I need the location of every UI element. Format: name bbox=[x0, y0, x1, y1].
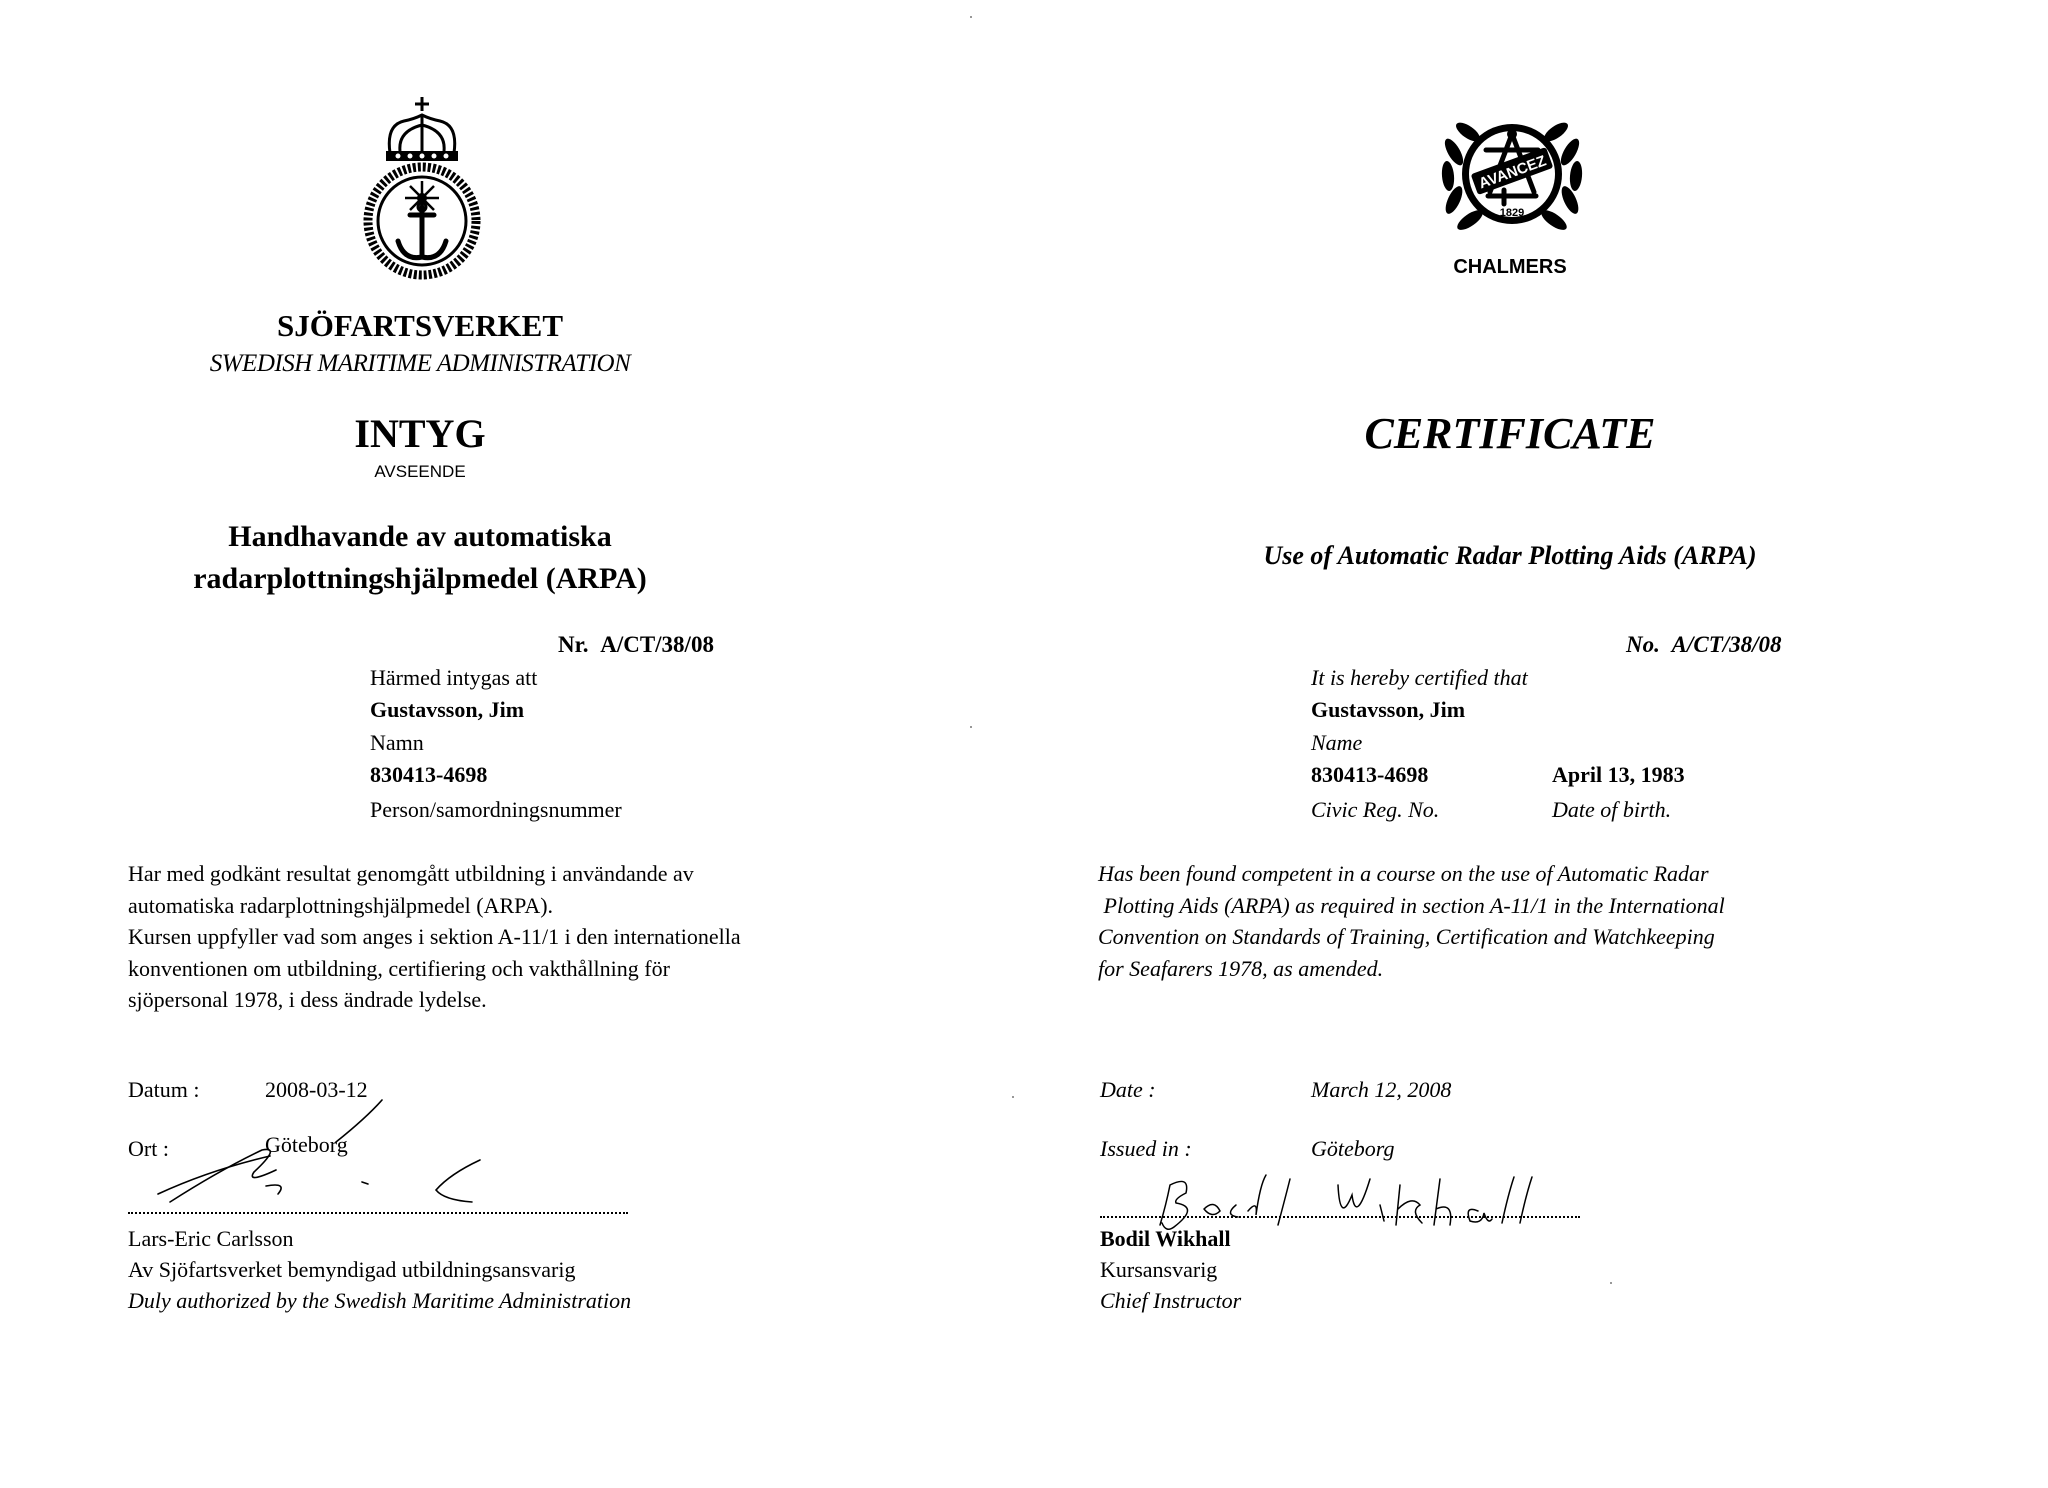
number-label: Nr. bbox=[558, 632, 589, 657]
signatory-note: Duly authorized by the Swedish Maritime Administration bbox=[128, 1288, 632, 1313]
signatory-note: Chief Instructor bbox=[1100, 1288, 1242, 1313]
seal-year: 1829 bbox=[1499, 207, 1525, 219]
seal-motto: AVANCEZ bbox=[1476, 152, 1549, 193]
signature-line bbox=[128, 1212, 628, 1214]
scan-speck bbox=[970, 726, 972, 728]
course-title: Use of Automatic Radar Plotting Aids (ARPA) bbox=[1263, 541, 1757, 570]
chalmers-seal-icon bbox=[1432, 92, 1592, 252]
date-value: 2008-03-12 bbox=[265, 1077, 368, 1102]
body-line: automatiska radarplottningshjälpmedel (ARPA). bbox=[128, 892, 554, 918]
holder-name: Gustavsson, Jim bbox=[370, 697, 525, 722]
place-label: Ort : bbox=[128, 1136, 169, 1161]
birth-label: Date of birth. bbox=[1552, 797, 1672, 822]
body-line: for Seafarers 1978, as amended. bbox=[1098, 955, 1384, 981]
signatory-name: Bodil Wikhall bbox=[1100, 1226, 1231, 1251]
body-line: sjöpersonal 1978, i dess ändrade lydelse. bbox=[128, 987, 487, 1012]
certificate-number bbox=[1626, 632, 1782, 658]
date-value: March 12, 2008 bbox=[1311, 1077, 1452, 1102]
body-line: Convention on Standards of Training, Certification and Watchkeeping bbox=[1098, 924, 1715, 949]
certified-text: Härmed intygas att bbox=[370, 665, 538, 690]
id-label: Person/samordningsnummer bbox=[370, 797, 622, 822]
scan-speck bbox=[970, 16, 972, 18]
course-title-line-2: radarplottningshjälpmedel (ARPA) bbox=[193, 562, 647, 595]
document-title: INTYG bbox=[354, 411, 486, 456]
certificate-number bbox=[558, 632, 714, 658]
institution-name: CHALMERS bbox=[1453, 256, 1567, 278]
agency-name: SJÖFARTSVERKET bbox=[276, 308, 563, 343]
body-line: Kursen uppfyller vad som anges i sektion A-11/1 i den internationella bbox=[128, 924, 741, 949]
number-value: A/CT/38/08 bbox=[1671, 632, 1782, 657]
certificate-title: CERTIFICATE bbox=[1364, 409, 1656, 458]
holder-name: Gustavsson, Jim bbox=[1311, 697, 1466, 722]
body-line: Plotting Aids (ARPA) as required in section A-11/1 in the International bbox=[1098, 892, 1725, 918]
place-value: Göteborg bbox=[265, 1132, 348, 1157]
swedish-maritime-emblem-icon bbox=[360, 95, 485, 280]
date-label: Datum : bbox=[128, 1077, 200, 1102]
place-value: Göteborg bbox=[1311, 1136, 1395, 1161]
document-subtitle: AVSEENDE bbox=[374, 462, 466, 481]
signature-line bbox=[1100, 1216, 1580, 1218]
birth-date: April 13, 1983 bbox=[1552, 762, 1685, 787]
body-line: Has been found competent in a course on the use of Automatic Radar bbox=[1098, 861, 1709, 886]
name-label: Namn bbox=[370, 730, 424, 755]
body-paragraph bbox=[1098, 858, 1725, 984]
certified-text: It is hereby certified that bbox=[1311, 665, 1528, 690]
signature-mark bbox=[150, 1090, 500, 1210]
number-value: A/CT/38/08 bbox=[600, 632, 714, 657]
body-line: Har med godkänt resultat genomgått utbildning i användande av bbox=[128, 861, 694, 886]
signatory-name: Lars-Eric Carlsson bbox=[128, 1226, 294, 1251]
signatory-title: Kursansvarig bbox=[1100, 1257, 1218, 1282]
signature-mark bbox=[1140, 1165, 1580, 1235]
course-title-line-1: Handhavande av automatiska bbox=[228, 520, 612, 553]
body-paragraph bbox=[128, 858, 741, 1016]
scan-speck bbox=[1610, 1282, 1612, 1284]
signatory-title: Av Sjöfartsverket bemyndigad utbildningsansvarig bbox=[128, 1257, 576, 1282]
body-line: konventionen om utbildning, certifiering och vakthållning för bbox=[128, 955, 670, 981]
place-label: Issued in : bbox=[1100, 1136, 1192, 1161]
date-label: Date : bbox=[1100, 1077, 1156, 1102]
scan-speck bbox=[1012, 1096, 1014, 1098]
name-label: Name bbox=[1311, 730, 1363, 755]
id-number: 830413-4698 bbox=[1311, 762, 1429, 787]
agency-name-english: SWEDISH MARITIME ADMINISTRATION bbox=[209, 350, 631, 377]
id-number: 830413-4698 bbox=[370, 762, 488, 787]
id-label: Civic Reg. No. bbox=[1311, 797, 1440, 822]
number-label: No. bbox=[1626, 632, 1660, 657]
